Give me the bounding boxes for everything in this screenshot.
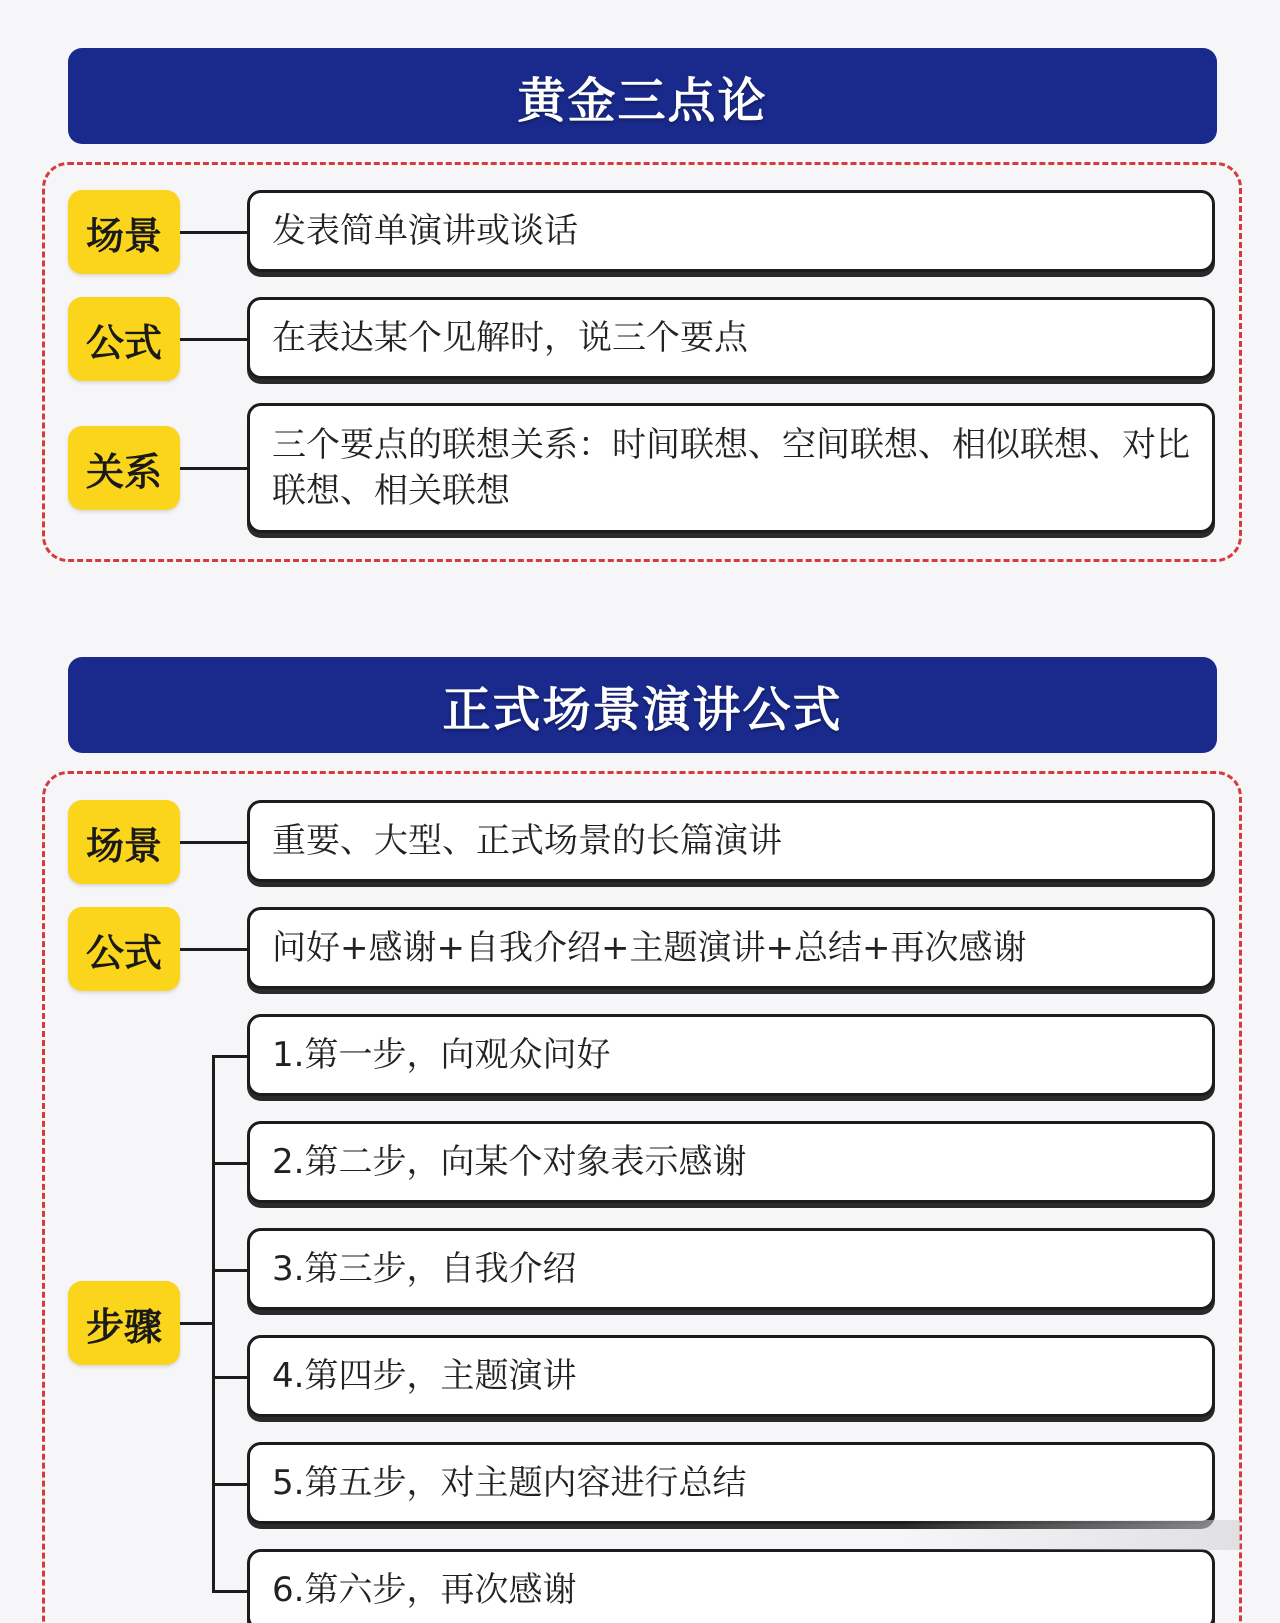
step-1-box: 1.第一步，向观众问好 bbox=[247, 1014, 1215, 1096]
section1-title: 黄金三点论 bbox=[68, 48, 1217, 144]
section1-formula-box: 在表达某个见解时，说三个要点 bbox=[247, 297, 1215, 379]
section1-tag-relation: 关系 bbox=[68, 426, 180, 510]
connector-line bbox=[180, 841, 247, 844]
connector-line bbox=[180, 467, 247, 470]
section1-tag-scene: 场景 bbox=[68, 190, 180, 274]
step-3-box: 3.第三步，自我介绍 bbox=[247, 1228, 1215, 1310]
branch-line bbox=[212, 1162, 247, 1165]
step-5-box: 5.第五步，对主题内容进行总结 bbox=[247, 1442, 1215, 1524]
branch-line bbox=[212, 1269, 247, 1272]
branch-line bbox=[212, 1483, 247, 1486]
connector-line bbox=[180, 948, 247, 951]
step-2-box: 2.第二步，向某个对象表示感谢 bbox=[247, 1121, 1215, 1203]
connector-line bbox=[180, 338, 247, 341]
tree-trunk-line bbox=[212, 1055, 215, 1591]
branch-line bbox=[212, 1055, 247, 1058]
section2-scene-box: 重要、大型、正式场景的长篇演讲 bbox=[247, 800, 1215, 882]
section2-tag-steps: 步骤 bbox=[68, 1281, 180, 1365]
section1-scene-box: 发表简单演讲或谈话 bbox=[247, 190, 1215, 272]
section1-tag-formula: 公式 bbox=[68, 297, 180, 381]
section2-tag-formula: 公式 bbox=[68, 907, 180, 991]
section2-formula-box: 问好+感谢+自我介绍+主题演讲+总结+再次感谢 bbox=[247, 907, 1215, 989]
branch-line bbox=[212, 1590, 247, 1593]
connector-line bbox=[180, 231, 247, 234]
section1-relation-box: 三个要点的联想关系：时间联想、空间联想、相似联想、对比联想、相关联想 bbox=[247, 403, 1215, 533]
section2-tag-scene: 场景 bbox=[68, 800, 180, 884]
connector-line bbox=[180, 1322, 214, 1325]
section2-title: 正式场景演讲公式 bbox=[68, 657, 1217, 753]
step-4-box: 4.第四步，主题演讲 bbox=[247, 1335, 1215, 1417]
step-6-box: 6.第六步，再次感谢 bbox=[247, 1549, 1215, 1623]
branch-line bbox=[212, 1376, 247, 1379]
